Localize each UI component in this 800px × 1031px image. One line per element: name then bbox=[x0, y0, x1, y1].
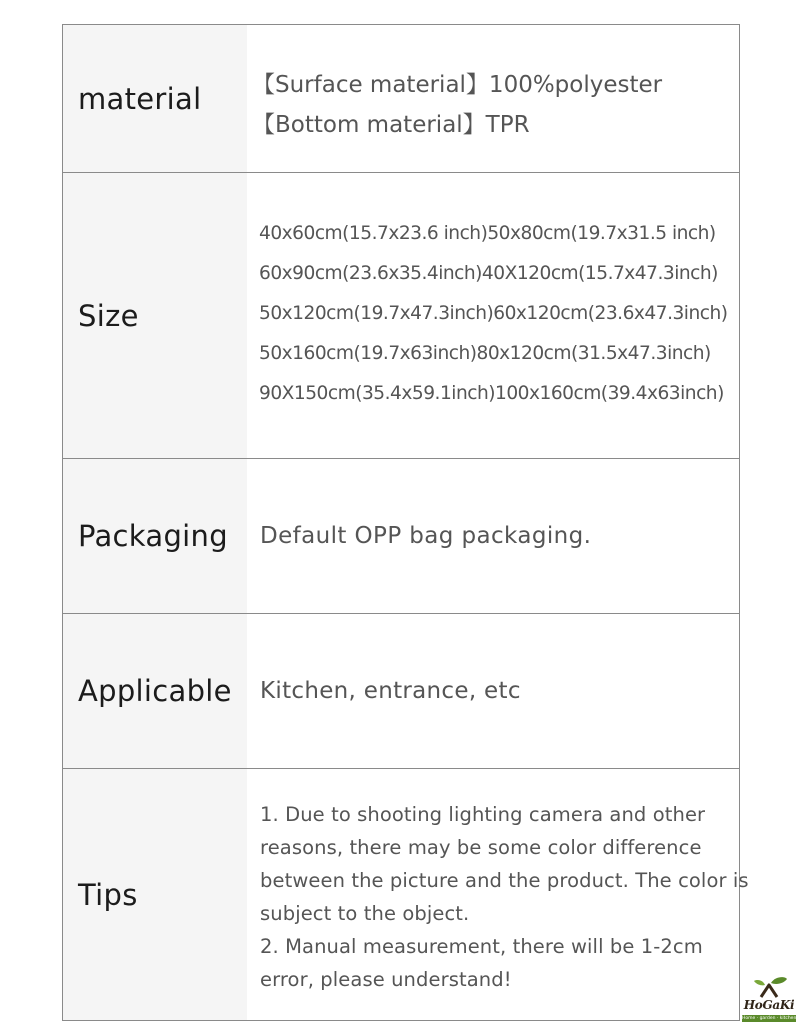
spec-value-material bbox=[247, 25, 739, 172]
tips-line: between the picture and the product. The color is bbox=[260, 868, 749, 892]
spec-label-packaging: Packaging bbox=[63, 459, 247, 613]
spec-label-material: material bbox=[63, 25, 247, 172]
size-line: 40x60cm(15.7x23.6 inch)50x80cm(19.7x31.5 inch) bbox=[259, 222, 716, 244]
packaging-text: Default OPP bag packaging. bbox=[260, 523, 592, 549]
tips-line: error, please understand! bbox=[260, 967, 512, 991]
size-line: 50x160cm(19.7x63inch)80x120cm(31.5x47.3inch) bbox=[259, 342, 711, 364]
applicable-text: Kitchen, entrance, etc bbox=[260, 678, 521, 704]
tips-line: reasons, there may be some color difference bbox=[260, 835, 702, 859]
bottom-material-text: 【Bottom material】TPR bbox=[252, 112, 530, 138]
spec-row-material bbox=[63, 25, 739, 173]
tips-line: 2. Manual measurement, there will be 1-2cm bbox=[260, 934, 703, 958]
surface-material-text: 【Surface material】100%polyester bbox=[252, 72, 663, 98]
spec-table bbox=[62, 24, 749, 1021]
brand-name: HoGaKi bbox=[743, 998, 795, 1012]
size-line: 60x90cm(23.6x35.4inch)40X120cm(15.7x47.3inch) bbox=[259, 262, 718, 284]
spec-label-applicable: Applicable bbox=[63, 614, 247, 768]
brand-logo bbox=[741, 975, 797, 1025]
tips-line: 1. Due to shooting lighting camera and other bbox=[260, 802, 706, 826]
spec-row-size bbox=[63, 173, 739, 459]
spec-value-packaging bbox=[247, 459, 739, 613]
spec-label-tips: Tips bbox=[63, 769, 247, 1020]
spec-row-packaging bbox=[63, 459, 739, 614]
spec-value-size bbox=[247, 173, 739, 458]
size-line: 50x120cm(19.7x47.3inch)60x120cm(23.6x47.3inch) bbox=[259, 302, 728, 324]
brand-tagline: Home · garden · kitchen bbox=[742, 1016, 796, 1021]
spec-value-applicable bbox=[247, 614, 739, 768]
spec-row-applicable bbox=[63, 614, 739, 769]
spec-label-size: Size bbox=[63, 173, 247, 458]
tips-line: subject to the object. bbox=[260, 901, 470, 925]
spec-row-tips bbox=[63, 769, 749, 1020]
spec-value-tips bbox=[247, 769, 757, 1020]
size-line: 90X150cm(35.4x59.1inch)100x160cm(39.4x63inch) bbox=[259, 382, 724, 404]
